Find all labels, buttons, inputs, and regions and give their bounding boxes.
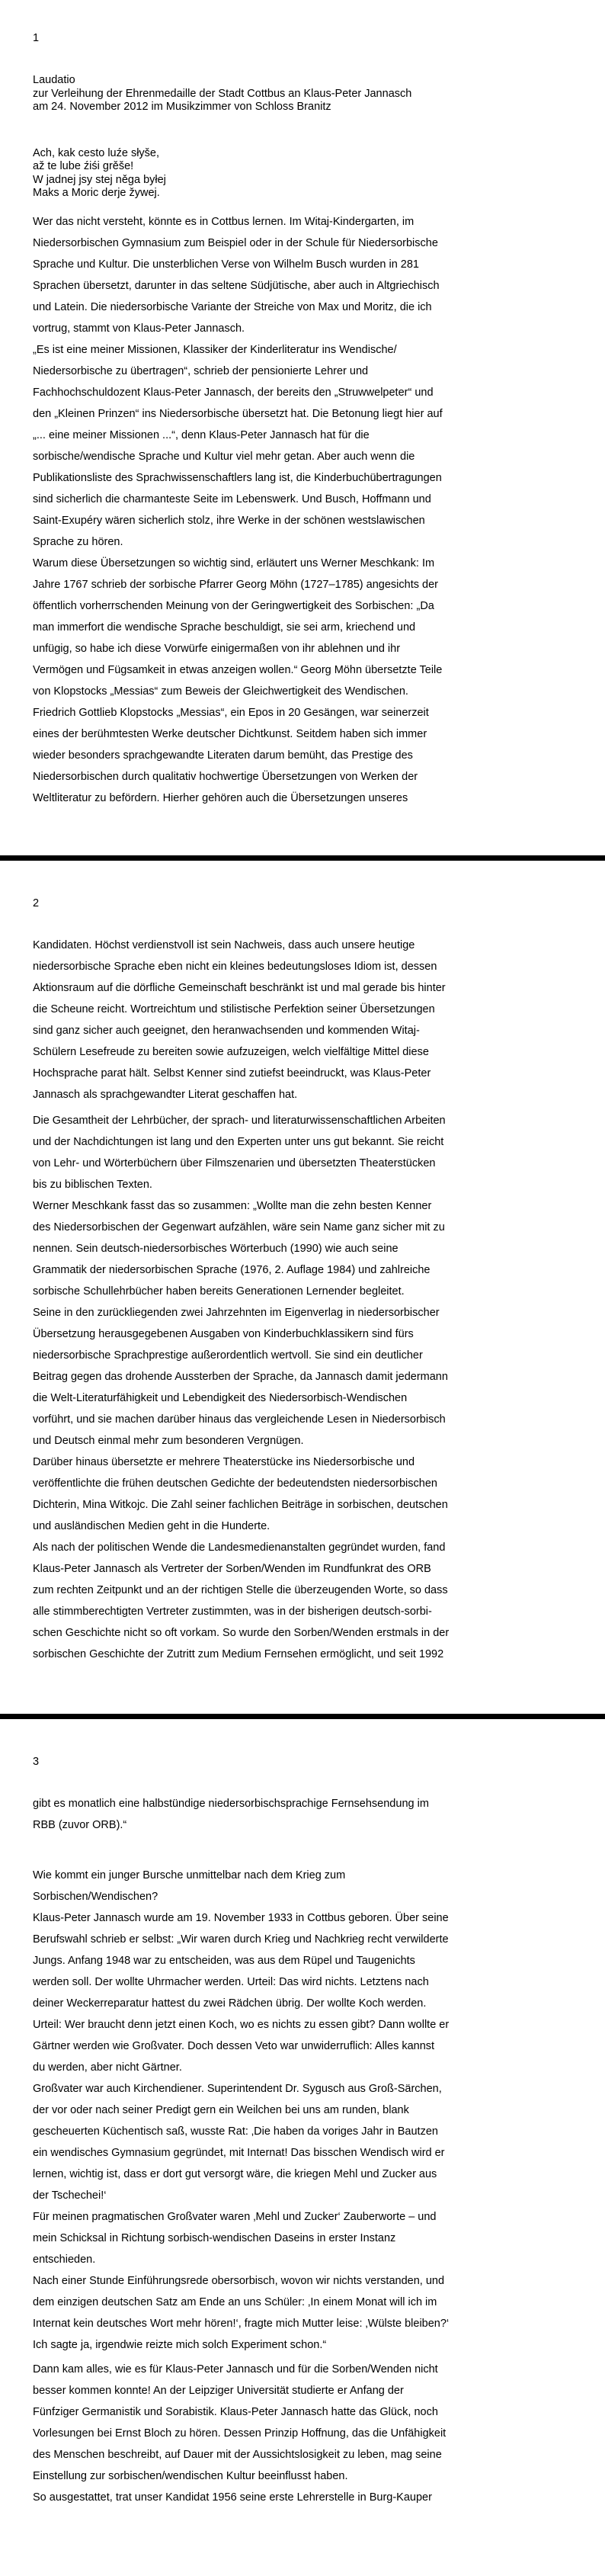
text-line: Wer das nicht versteht, könnte es in Cottbus lernen. Im Witaj-Kindergarten, im [33,215,415,228]
paragraph [33,1110,575,1665]
text-line: Dichterin, Mina Witkojc. Die Zahl seiner fachlichen Beiträge in sorbischen, deutschen [33,1499,448,1511]
text-line: sorbische Schullehrbücher haben bereits Generationen Lernender begleitet. [33,1285,405,1298]
page-3 [0,1719,605,2576]
text-line: Niedersorbischen durch qualitativ hochwertige Übersetzungen von Werken der [33,770,418,783]
text-line: Weltliteratur zu befördern. Hierher gehören auch die Übersetzungen unseres [33,791,408,804]
text-line: Sprache und Kultur. Die unsterblichen Verse von Wilhelm Busch wurden in 281 [33,258,419,271]
text-line: Vermögen und Fügsamkeit in etwas anzeigen wollen.“ Georg Möhn übersetzte Teile [33,663,443,676]
text-line: Warum diese Übersetzungen so wichtig sind, erläutert uns Werner Meschkank: Im [33,557,435,569]
text-line: des Niedersorbischen der Gegenwart aufzählen, wäre sein Name ganz sicher mit zu [33,1221,445,1233]
text-line: und ausländischen Medien geht in die Hunderte. [33,1520,270,1532]
text-line: Berufswahl schrieb er selbst: „Wir waren durch Krieg und Nachkrieg recht verwilderte [33,1933,449,1946]
text-line: den „Kleinen Prinzen“ ins Niedersorbische übersetzt hat. Die Betonung liegt hier auf [33,407,443,420]
text-line: So ausgestattet, trat unser Kandidat 1956 seine erste Lehrerstelle in Burg-Kauper [33,2491,432,2504]
text-line: schen Geschichte nicht so oft vorkam. So wurde den Sorben/Wenden erstmals in der [33,1627,450,1639]
text-line: dem einzigen deutschen Satz am Ende an uns Schüler: ‚In einem Monat will ich im [33,2296,437,2308]
text-line: gibt es monatlich eine halbstündige niedersorbischsprachige Fernsehsendung im [33,1798,429,1810]
text-line: Aktionsraum auf die dörfliche Gemeinschaft beschränkt ist und mal gerade bis hinter [33,982,446,994]
text-line: RBB (zuvor ORB).“ [33,1819,127,1831]
text-line: Fachhochschuldozent Klaus-Peter Jannasch, der bereits den „Struwwelpeter“ und [33,386,434,399]
text-line: Vorlesungen bei Ernst Bloch zu hören. Dessen Prinzip Hoffnung, das die Unfähigkeit [33,2427,447,2440]
text-line: Saint-Exupéry wären sicherlich stolz, ihre Werke in der schönen westslawischen [33,514,425,527]
text-line: Niedersorbischen Gymnasium zum Beispiel oder in der Schule für Niedersorbische [33,236,438,249]
text-line: Kandidaten. Höchst verdienstvoll ist sein Nachweis, dass auch unsere heutige [33,939,415,951]
text-line: und Deutsch einmal mehr zum besonderen Vergnügen. [33,1435,304,1447]
text-line: 3 [33,1756,40,1768]
text-line: mein Schicksal in Richtung sorbisch-wendischen Daseins in erster Instanz [33,2232,396,2244]
text-line: vortrug, stammt von Klaus-Peter Jannasch. [33,322,245,335]
text-line: Laudatio [33,74,75,86]
text-line: Hochsprache parat hält. Selbst Kenner sind zutiefst beeindruckt, was Klaus-Peter [33,1067,431,1079]
text-line: Ach, kak cesto luźe słyše, [33,146,160,159]
text-line: deiner Weckerreparatur hattest du zwei Rädchen übrig. Der wollte Koch werden. [33,1997,427,2010]
text-line: des Menschen beschreibt, auf Dauer mit der Aussichtslosigkeit zu leben, mag seine [33,2449,442,2461]
text-line: Ich sagte ja, irgendwie reizte mich solch Experiment schon.“ [33,2339,327,2351]
text-line: entschieden. [33,2254,96,2266]
text-line: 2 [33,897,40,909]
paragraph [33,147,575,200]
text-line: Sorbischen/Wendischen? [33,1891,158,1903]
text-line: werden soll. Der wollte Uhrmacher werden. Urteil: Das wird nichts. Letztens nach [33,1976,429,1988]
text-line: niedersorbische Sprachprestige außerordentlich wertvoll. Sie sind ein deutlicher [33,1349,423,1362]
text-line: Sprache zu hören. [33,535,123,548]
text-line: vorführt, und sie machen darüber hinaus das vergleichende Lesen in Niedersorbisch [33,1413,446,1426]
text-line: unfügig, so habe ich diese Vorwürfe einigermaßen von ihr ablehnen und ihr [33,642,401,655]
text-line: Sprachen übersetzt, darunter in das seltene Südjütische, aber auch in Altgriechisch [33,279,440,292]
text-line: von Lehr- und Wörterbüchern über Filmszenarien und übersetzten Theaterstücken [33,1157,436,1169]
text-line: Beitrag gegen das drohende Aussterben der Sprache, da Jannasch damit jedermann [33,1371,448,1383]
text-line: „... eine meiner Missionen ...“, denn Klaus-Peter Jannasch hat für die [33,428,370,441]
text-line: Grammatik der niedersorbischen Sprache (1976, 2. Auflage 1984) und zahlreiche [33,1264,431,1276]
text-line: Großvater war auch Kirchendiener. Superintendent Dr. Sygusch aus Groß-Särchen, [33,2083,442,2095]
text-line: Klaus-Peter Jannasch als Vertreter der Sorben/Wenden im Rundfunkrat des ORB [33,1563,431,1575]
text-line: Urteil: Wer braucht denn jetzt einen Koch, wo es nichts zu essen gibt? Dann wollte er [33,2019,450,2031]
text-line: lernen, wichtig ist, dass er dort gut versorgt wäre, die kriegen Mehl und Zucker aus [33,2168,437,2180]
text-line: die Scheune reicht. Wortreichtum und stilistische Perfektion seiner Übersetzungen [33,1003,435,1015]
text-line: Internat kein deutsches Wort mehr hören!‘, fragte mich Mutter leise: ‚Wülste bleiben?‘ [33,2318,450,2330]
page-separator [0,1714,605,1719]
text-line: „Es ist eine meiner Missionen, Klassiker der Kinderliteratur ins Wendische/ [33,343,397,356]
text-line: eines der berühmtesten Werke deutscher Dichtkunst. Seitdem haben sich immer [33,727,427,740]
text-line: von Klopstocks „Messias“ zum Beweis der Gleichwertigkeit des Wendischen. [33,685,408,698]
paragraph [33,1793,575,1836]
text-line: sind sicherlich die charmanteste Seite im Lebenswerk. Und Busch, Hoffmann und [33,492,431,505]
text-line: sorbischen Geschichte der Zutritt zum Medium Fernsehen ermöglicht, und seit 1992 [33,1648,444,1660]
text-line: Niedersorbische zu übertragen“, schrieb der pensionierte Lehrer und [33,364,369,377]
text-line: Einstellung zur sorbischen/wendischen Kultur beeinflusst haben. [33,2470,348,2482]
page-number [33,32,575,45]
text-line: gescheuerten Küchentisch saß, wusste Rat: ‚Die haben da voriges Jahr in Bautzen [33,2125,438,2138]
text-line: Wie kommt ein junger Bursche unmittelbar nach dem Krieg zum [33,1869,346,1881]
text-line: Jahre 1767 schrieb der sorbische Pfarrer Georg Möhn (1727–1785) angesichts der [33,578,438,591]
text-line: W jadnej jsy stej něga byłej [33,173,166,186]
text-line: und Latein. Die niedersorbische Variante der Streiche von Max und Moritz, die ich [33,300,432,313]
text-line: Jannasch als sprachgewandter Literat geschaffen hat. [33,1089,298,1101]
page-1 [0,0,605,855]
text-line: du werden, aber nicht Gärtner. [33,2061,182,2074]
text-line: wieder besonders sprachgewandte Literaten darum bemüht, das Prestige des [33,749,413,762]
text-line: Dann kam alles, wie es für Klaus-Peter Jannasch und für die Sorben/Wenden nicht [33,2363,438,2376]
text-line: zur Verleihung der Ehrenmedaille der Stadt Cottbus an Klaus-Peter Jannasch [33,87,412,100]
text-line: ein wendisches Gymnasium gegründet, mit Internat! Das bisschen Wendisch wird er [33,2147,445,2159]
text-line: Werner Meschkank fasst das so zusammen: „Wollte man die zehn besten Kenner [33,1200,432,1212]
text-line: sind ganz sicher auch geeignet, den heranwachsenden und kommenden Witaj- [33,1025,420,1037]
paragraph [33,2359,575,2508]
text-line: sorbische/wendische Sprache und Kultur viel mehr getan. Aber auch wenn die [33,450,415,463]
text-line: besser kommen konnte! An der Leipziger Universität studierte er Anfang der [33,2385,404,2397]
text-line: Als nach der politischen Wende die Landesmedienanstalten gegründet wurden, fand [33,1541,446,1554]
text-line: Friedrich Gottlieb Klopstocks „Messias“, ein Epos in 20 Gesängen, war seinerzeit [33,706,429,719]
text-line: Die Gesamtheit der Lehrbücher, der sprach- und literaturwissenschaftlichen Arbeiten [33,1115,446,1127]
text-line: Für meinen pragmatischen Großvater waren ‚Mehl und Zucker‘ Zauberworte – und [33,2211,437,2223]
text-line: öffentlich vorherrschenden Meinung von der Geringwertigkeit des Sorbischen: „Da [33,599,434,612]
text-line: der vor oder nach seiner Predigt gern ein Weilchen bei uns am runden, blank [33,2104,409,2116]
text-line: Fünfziger Germanistik und Sorabistik. Klaus-Peter Jannasch hatte das Glück, noch [33,2406,438,2418]
page-separator [0,855,605,861]
text-line: und der Nachdichtungen ist lang und den Experten unter uns gut bekannt. Sie reicht [33,1136,444,1148]
text-line: Maks a Moric derje žywej. [33,187,160,199]
text-line: Gärtner werden wie Großvater. Doch dessen Veto war unwiderruflich: Alles kannst [33,2040,435,2052]
text-line: zum rechten Zeitpunkt und an der richtigen Stelle die überzeugenden Worte, so dass [33,1584,448,1596]
text-line: Übersetzung herausgegebenen Ausgaben von Kinderbuchklassikern sind fürs [33,1328,414,1340]
text-line: Darüber hinaus übersetzte er mehrere Theaterstücke ins Niedersorbische und [33,1456,415,1468]
paragraph [33,74,575,114]
page-number [33,1756,575,1769]
text-line: až te lube źiśi grěše! [33,160,134,172]
text-line: Klaus-Peter Jannasch wurde am 19. November 1933 in Cottbus geboren. Über seine [33,1912,449,1924]
paragraph [33,211,575,809]
text-line: am 24. November 2012 im Musikzimmer von Schloss Branitz [33,101,331,113]
paragraph [33,935,575,1105]
text-line: nennen. Sein deutsch-niedersorbisches Wörterbuch (1990) wie auch seine [33,1243,399,1255]
text-line: alle stimmberechtigten Vertreter zustimmten, was in der bisherigen deutsch-sorbi- [33,1606,432,1618]
text-line: niedersorbische Sprache eben nicht ein kleines bedeutungsloses Idiom ist, dessen [33,961,437,973]
text-line: Schülern Lesefreude zu bereiten sowie aufzuzeigen, welch vielfältige Mittel diese [33,1046,429,1058]
text-line: Jungs. Anfang 1948 war zu entscheiden, was aus dem Rüpel und Taugenichts [33,1955,415,1967]
text-line: Publikationsliste des Sprachwissenschaftlers lang ist, die Kinderbuchübertragungen [33,471,442,484]
text-line: bis zu biblischen Texten. [33,1179,152,1191]
text-line: Seine in den zurückliegenden zwei Jahrzehnten im Eigenverlag in niedersorbischer [33,1307,440,1319]
text-line: veröffentlichte die frühen deutschen Gedichte der bedeutendsten niedersorbischen [33,1477,437,1490]
text-line: Nach einer Stunde Einführungsrede obersorbisch, wovon wir nichts verstanden, und [33,2275,445,2287]
page-2 [0,861,605,1714]
page-number [33,897,575,910]
text-line: die Welt-Literaturfähigkeit und Lebendigkeit des Niedersorbisch-Wendischen [33,1392,408,1404]
text-line: 1 [33,32,40,44]
text-line: der Tschechei!‘ [33,2189,107,2202]
text-line: man immerfort die wendische Sprache beschuldigt, sie sei arm, kriechend und [33,621,416,634]
paragraph [33,1865,575,2356]
